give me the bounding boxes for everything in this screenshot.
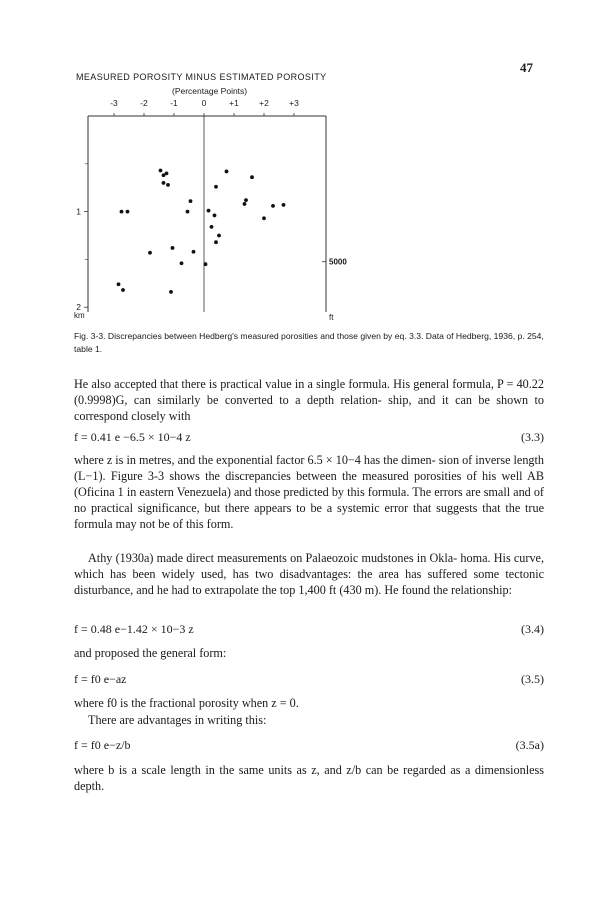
data-point [282, 203, 286, 207]
scatter-chart [0, 0, 615, 330]
data-point [121, 288, 125, 292]
data-point [186, 210, 190, 214]
equation-3-5a [74, 738, 544, 756]
equation-3-4-number: (3.4) [521, 622, 544, 636]
data-point [217, 234, 221, 238]
data-point [189, 199, 193, 203]
y-axis-label-left: km [74, 311, 85, 320]
data-point [250, 175, 254, 179]
data-point [165, 171, 169, 175]
data-point [117, 282, 121, 286]
equation-3-4 [74, 622, 544, 640]
data-point [207, 209, 211, 213]
data-point [262, 216, 266, 220]
paragraph-7: where b is a scale length in the same units as z, and z/b can be regarded as a dimensionless depth. [74, 763, 544, 793]
page-number: 47 [520, 60, 533, 75]
x-tick-label: 0 [201, 98, 207, 108]
x-tick-label: -3 [110, 98, 118, 108]
equation-3-5-number: (3.5) [521, 672, 544, 686]
equation-3-5-formula: f = f0 e−az [74, 672, 127, 686]
chart-subtitle: (Percentage Points) [172, 86, 248, 96]
x-tick-label: -2 [140, 98, 148, 108]
equation-3-5a-formula: f = f0 e−z/b [74, 738, 131, 752]
paragraph-1: He also accepted that there is practical value in a single formula. His general formula, P = 40.22 (0.9998)G, can similarly be converted to a depth relation- ship, and it can be shown to correspond closely with [74, 377, 544, 423]
data-point [166, 183, 170, 187]
paragraph-2: where z is in metres, and the exponential factor 6.5 × 10−4 has the dimen- sion of inverse length (L−1). Figure 3-3 shows the discrepancies between the measured porosities of his well AB (Oficina 1 in eastern Venezuela) and those predicted by this formula. The errors are small and of no practical significance, but there appears to be a systemic error that suggests that the true formula may not be of this form. [74, 453, 544, 531]
equation-3-4-formula: f = 0.48 e−1.42 × 10−3 z [74, 622, 194, 636]
data-point [171, 246, 175, 250]
data-point [214, 240, 218, 244]
data-point [210, 225, 214, 229]
y-axis-label-right: ft [329, 313, 334, 322]
data-point [126, 210, 130, 214]
data-point [213, 214, 217, 218]
data-point [243, 202, 247, 206]
data-point [162, 181, 166, 185]
data-point [225, 170, 229, 174]
chart-title: MEASURED POROSITY MINUS ESTIMATED POROSITY [76, 72, 327, 82]
data-point [192, 250, 196, 254]
equation-3-5a-number: (3.5a) [515, 738, 544, 752]
data-point [204, 262, 208, 266]
y-tick-label-right: 5000 [329, 257, 347, 267]
data-point [271, 204, 275, 208]
equation-3-3 [74, 430, 544, 448]
x-tick-label: +2 [259, 98, 269, 108]
x-tick-label: +1 [229, 98, 239, 108]
data-point [180, 261, 184, 265]
paragraph-5: where f0 is the fractional porosity when z = 0. [74, 696, 299, 710]
data-point [244, 198, 248, 202]
y-tick-label-left: 1 [76, 206, 81, 217]
data-point [120, 210, 124, 214]
paragraph-6: There are advantages in writing this: [88, 713, 267, 727]
equation-3-5 [74, 672, 544, 690]
equation-3-3-formula: f = 0.41 e −6.5 × 10−4 z [74, 430, 191, 444]
paragraph-3: Athy (1930a) made direct measurements on Palaeozoic mudstones in Okla- homa. His curve, which has been widely used, has two disadvantages: the area has suffered some tectonic disturbance, and he had to extrapolate the top 1,400 ft (430 m). He found the relationship: [74, 551, 544, 597]
data-point [159, 169, 163, 173]
paragraph-4: and proposed the general form: [74, 646, 227, 660]
equation-3-3-number: (3.3) [521, 430, 544, 444]
y-tick-label-left: 2 [76, 302, 81, 313]
x-tick-label: +3 [289, 98, 299, 108]
data-point [148, 251, 152, 255]
data-point [169, 290, 173, 294]
data-point [214, 185, 218, 189]
x-tick-label: -1 [170, 98, 178, 108]
figure-caption: Fig. 3-3. Discrepancies between Hedberg's measured porosities and those given by eq. 3.3. Data of Hedberg, 1936, p. 254, table 1. [74, 331, 544, 354]
